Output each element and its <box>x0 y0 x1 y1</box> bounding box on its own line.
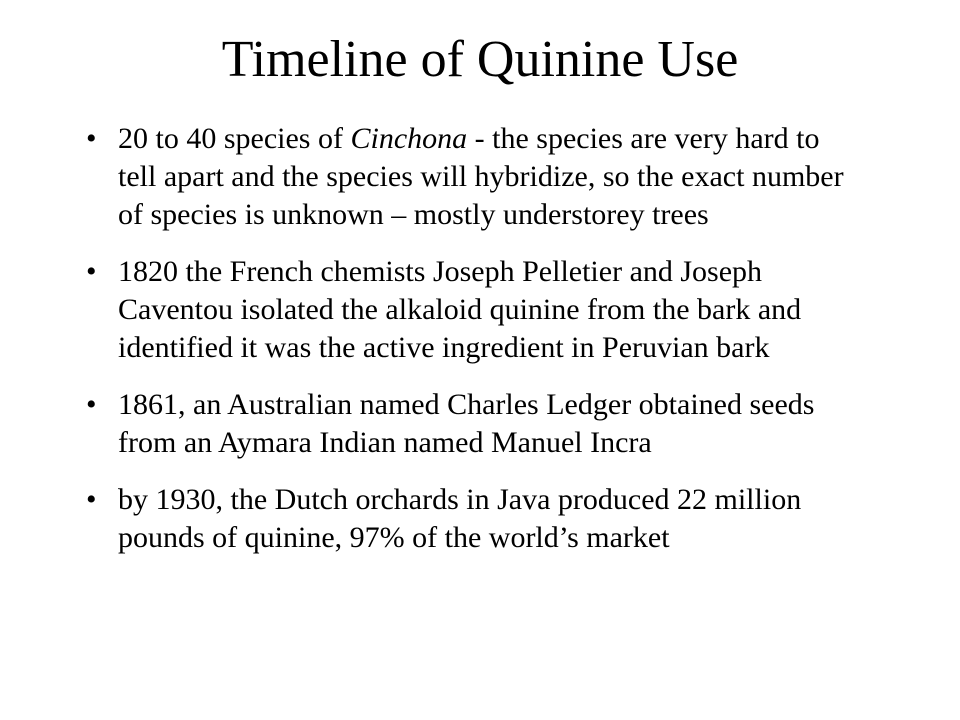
bullet-item-1820 <box>86 253 848 367</box>
bullet-item-cinchona-species <box>86 120 848 234</box>
bullet-text: by 1930, the Dutch orchards in Java produced 22 million pounds of quinine, 97% of the world’s market <box>118 483 802 554</box>
bullet-text-after: - the species are very hard to tell apart and the species will hybridize, so the exact number of species is unknown – mostly understorey trees <box>118 122 844 231</box>
slide-title: Timeline of Quinine Use <box>221 31 739 88</box>
bullet-text-italic: Cinchona <box>350 122 468 155</box>
bullet-dot-icon: • <box>86 388 97 421</box>
bullet-item-1861 <box>86 386 848 462</box>
bullet-text: 1820 the French chemists Joseph Pelletier and Joseph Caventou isolated the alkaloid quinine from the bark and identified it was the active ingredient in Peruvian bark <box>118 255 802 364</box>
bullet-dot-icon: • <box>86 122 97 155</box>
bullet-item-1930 <box>86 481 848 557</box>
bullet-text: 1861, an Australian named Charles Ledger obtained seeds from an Aymara Indian named Manuel Incra <box>118 388 815 459</box>
bullet-list <box>86 120 848 576</box>
bullet-dot-icon: • <box>86 483 97 516</box>
bullet-text-before: 20 to 40 species of <box>118 122 351 155</box>
bullet-dot-icon: • <box>86 255 97 288</box>
